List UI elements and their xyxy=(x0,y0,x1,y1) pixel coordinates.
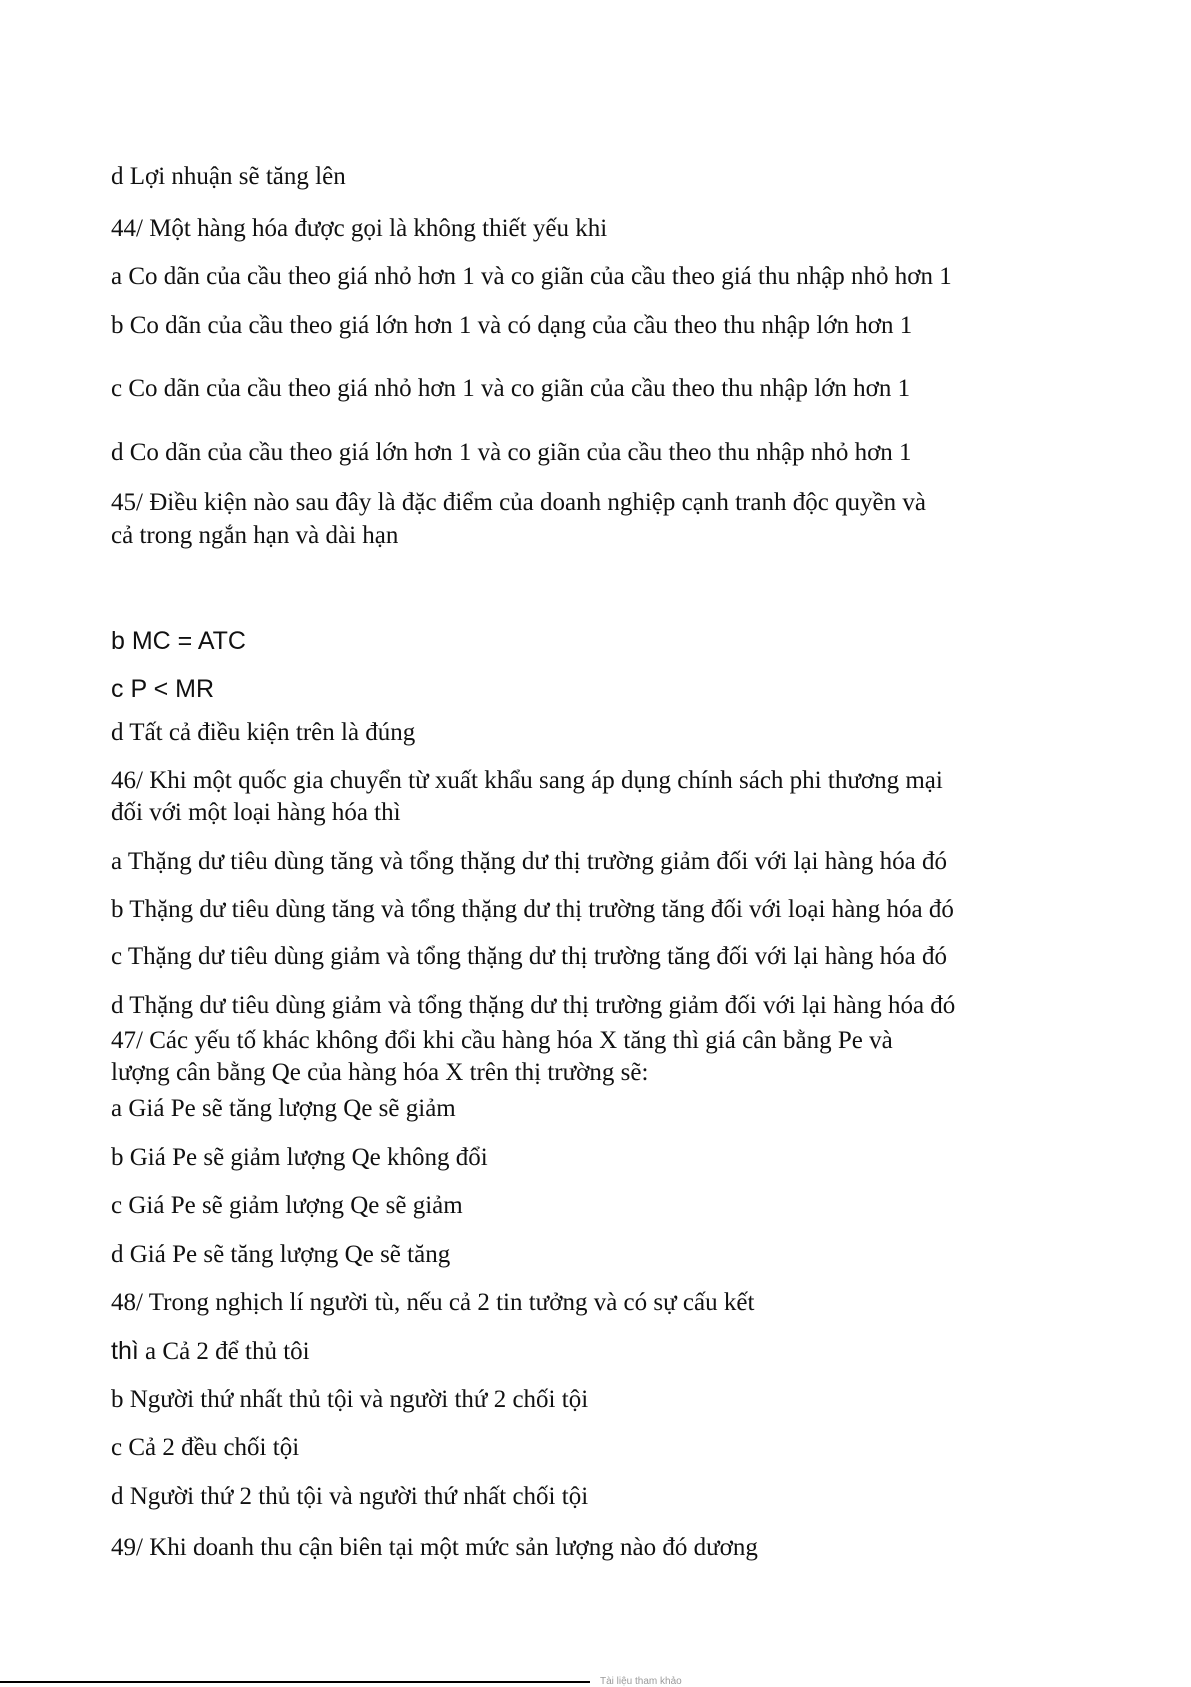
option-44-d: d Co dãn của cầu theo giá lớn hơn 1 và co giãn của cầu theo thu nhập nhỏ hơn 1 xyxy=(111,439,912,466)
option-46-c: c Thặng dư tiêu dùng giảm và tổng thặng dư thị trường tăng đối với lại hàng hóa đó xyxy=(111,943,947,970)
footer-rule xyxy=(0,1681,590,1683)
text-line: d Lợi nhuận sẽ tăng lên xyxy=(111,163,346,190)
option-48-a-text: a Cả 2 để thủ tôi xyxy=(138,1338,310,1365)
option-44-a: a Co dãn của cầu theo giá nhỏ hơn 1 và co giãn của cầu theo giá thu nhập nhỏ hơn 1 xyxy=(111,263,952,290)
question-47-cont: lượng cân bằng Qe của hàng hóa X trên thị trường sẽ: xyxy=(111,1059,649,1086)
question-45: 45/ Điều kiện nào sau đây là đặc điểm của doanh nghiệp cạnh tranh độc quyền và xyxy=(111,489,927,516)
question-46-cont: đối với một loại hàng hóa thì xyxy=(111,799,401,826)
option-47-d: d Giá Pe sẽ tăng lượng Qe sẽ tăng xyxy=(111,1241,451,1268)
option-45-b: b MC = ATC xyxy=(111,627,246,655)
question-49: 49/ Khi doanh thu cận biên tại một mức sản lượng nào đó dương xyxy=(111,1534,758,1561)
option-46-a: a Thặng dư tiêu dùng tăng và tổng thặng dư thị trường giảm đối với lại hàng hóa đó xyxy=(111,848,947,875)
option-45-c: c P < MR xyxy=(111,675,215,703)
option-47-a: a Giá Pe sẽ tăng lượng Qe sẽ giảm xyxy=(111,1095,456,1122)
option-46-d: d Thặng dư tiêu dùng giảm và tổng thặng dư thị trường giảm đối với lại hàng hóa đó xyxy=(111,992,956,1019)
option-48-c: c Cả 2 đều chối tội xyxy=(111,1434,300,1461)
question-44: 44/ Một hàng hóa được gọi là không thiết yếu khi xyxy=(111,215,608,242)
option-48-a xyxy=(111,1335,310,1368)
option-44-c: c Co dãn của cầu theo giá nhỏ hơn 1 và co giãn của cầu theo thu nhập lớn hơn 1 xyxy=(111,375,911,402)
option-46-b: b Thặng dư tiêu dùng tăng và tổng thặng dư thị trường tăng đối với loại hàng hóa đó xyxy=(111,896,954,923)
option-44-b: b Co dãn của cầu theo giá lớn hơn 1 và có dạng của cầu theo thu nhập lớn hơn 1 xyxy=(111,312,913,339)
question-48: 48/ Trong nghịch lí người tù, nếu cả 2 tin tưởng và có sự cấu kết xyxy=(111,1289,755,1316)
question-48-cont: thì xyxy=(111,1337,139,1365)
question-45-cont: cả trong ngắn hạn và dài hạn xyxy=(111,522,399,549)
question-47: 47/ Các yếu tố khác không đổi khi cầu hàng hóa X tăng thì giá cân bằng Pe và xyxy=(111,1027,893,1054)
option-45-d: d Tất cả điều kiện trên là đúng xyxy=(111,719,416,746)
option-47-c: c Giá Pe sẽ giảm lượng Qe sẽ giảm xyxy=(111,1192,463,1219)
option-47-b: b Giá Pe sẽ giảm lượng Qe không đổi xyxy=(111,1144,488,1171)
option-48-b: b Người thứ nhất thủ tội và người thứ 2 chối tội xyxy=(111,1386,589,1413)
question-46: 46/ Khi một quốc gia chuyển từ xuất khẩu sang áp dụng chính sách phi thương mại xyxy=(111,767,943,794)
option-48-d: d Người thứ 2 thủ tội và người thứ nhất chối tội xyxy=(111,1483,589,1510)
footer-text: Tài liệu tham khảo xyxy=(600,1676,682,1687)
